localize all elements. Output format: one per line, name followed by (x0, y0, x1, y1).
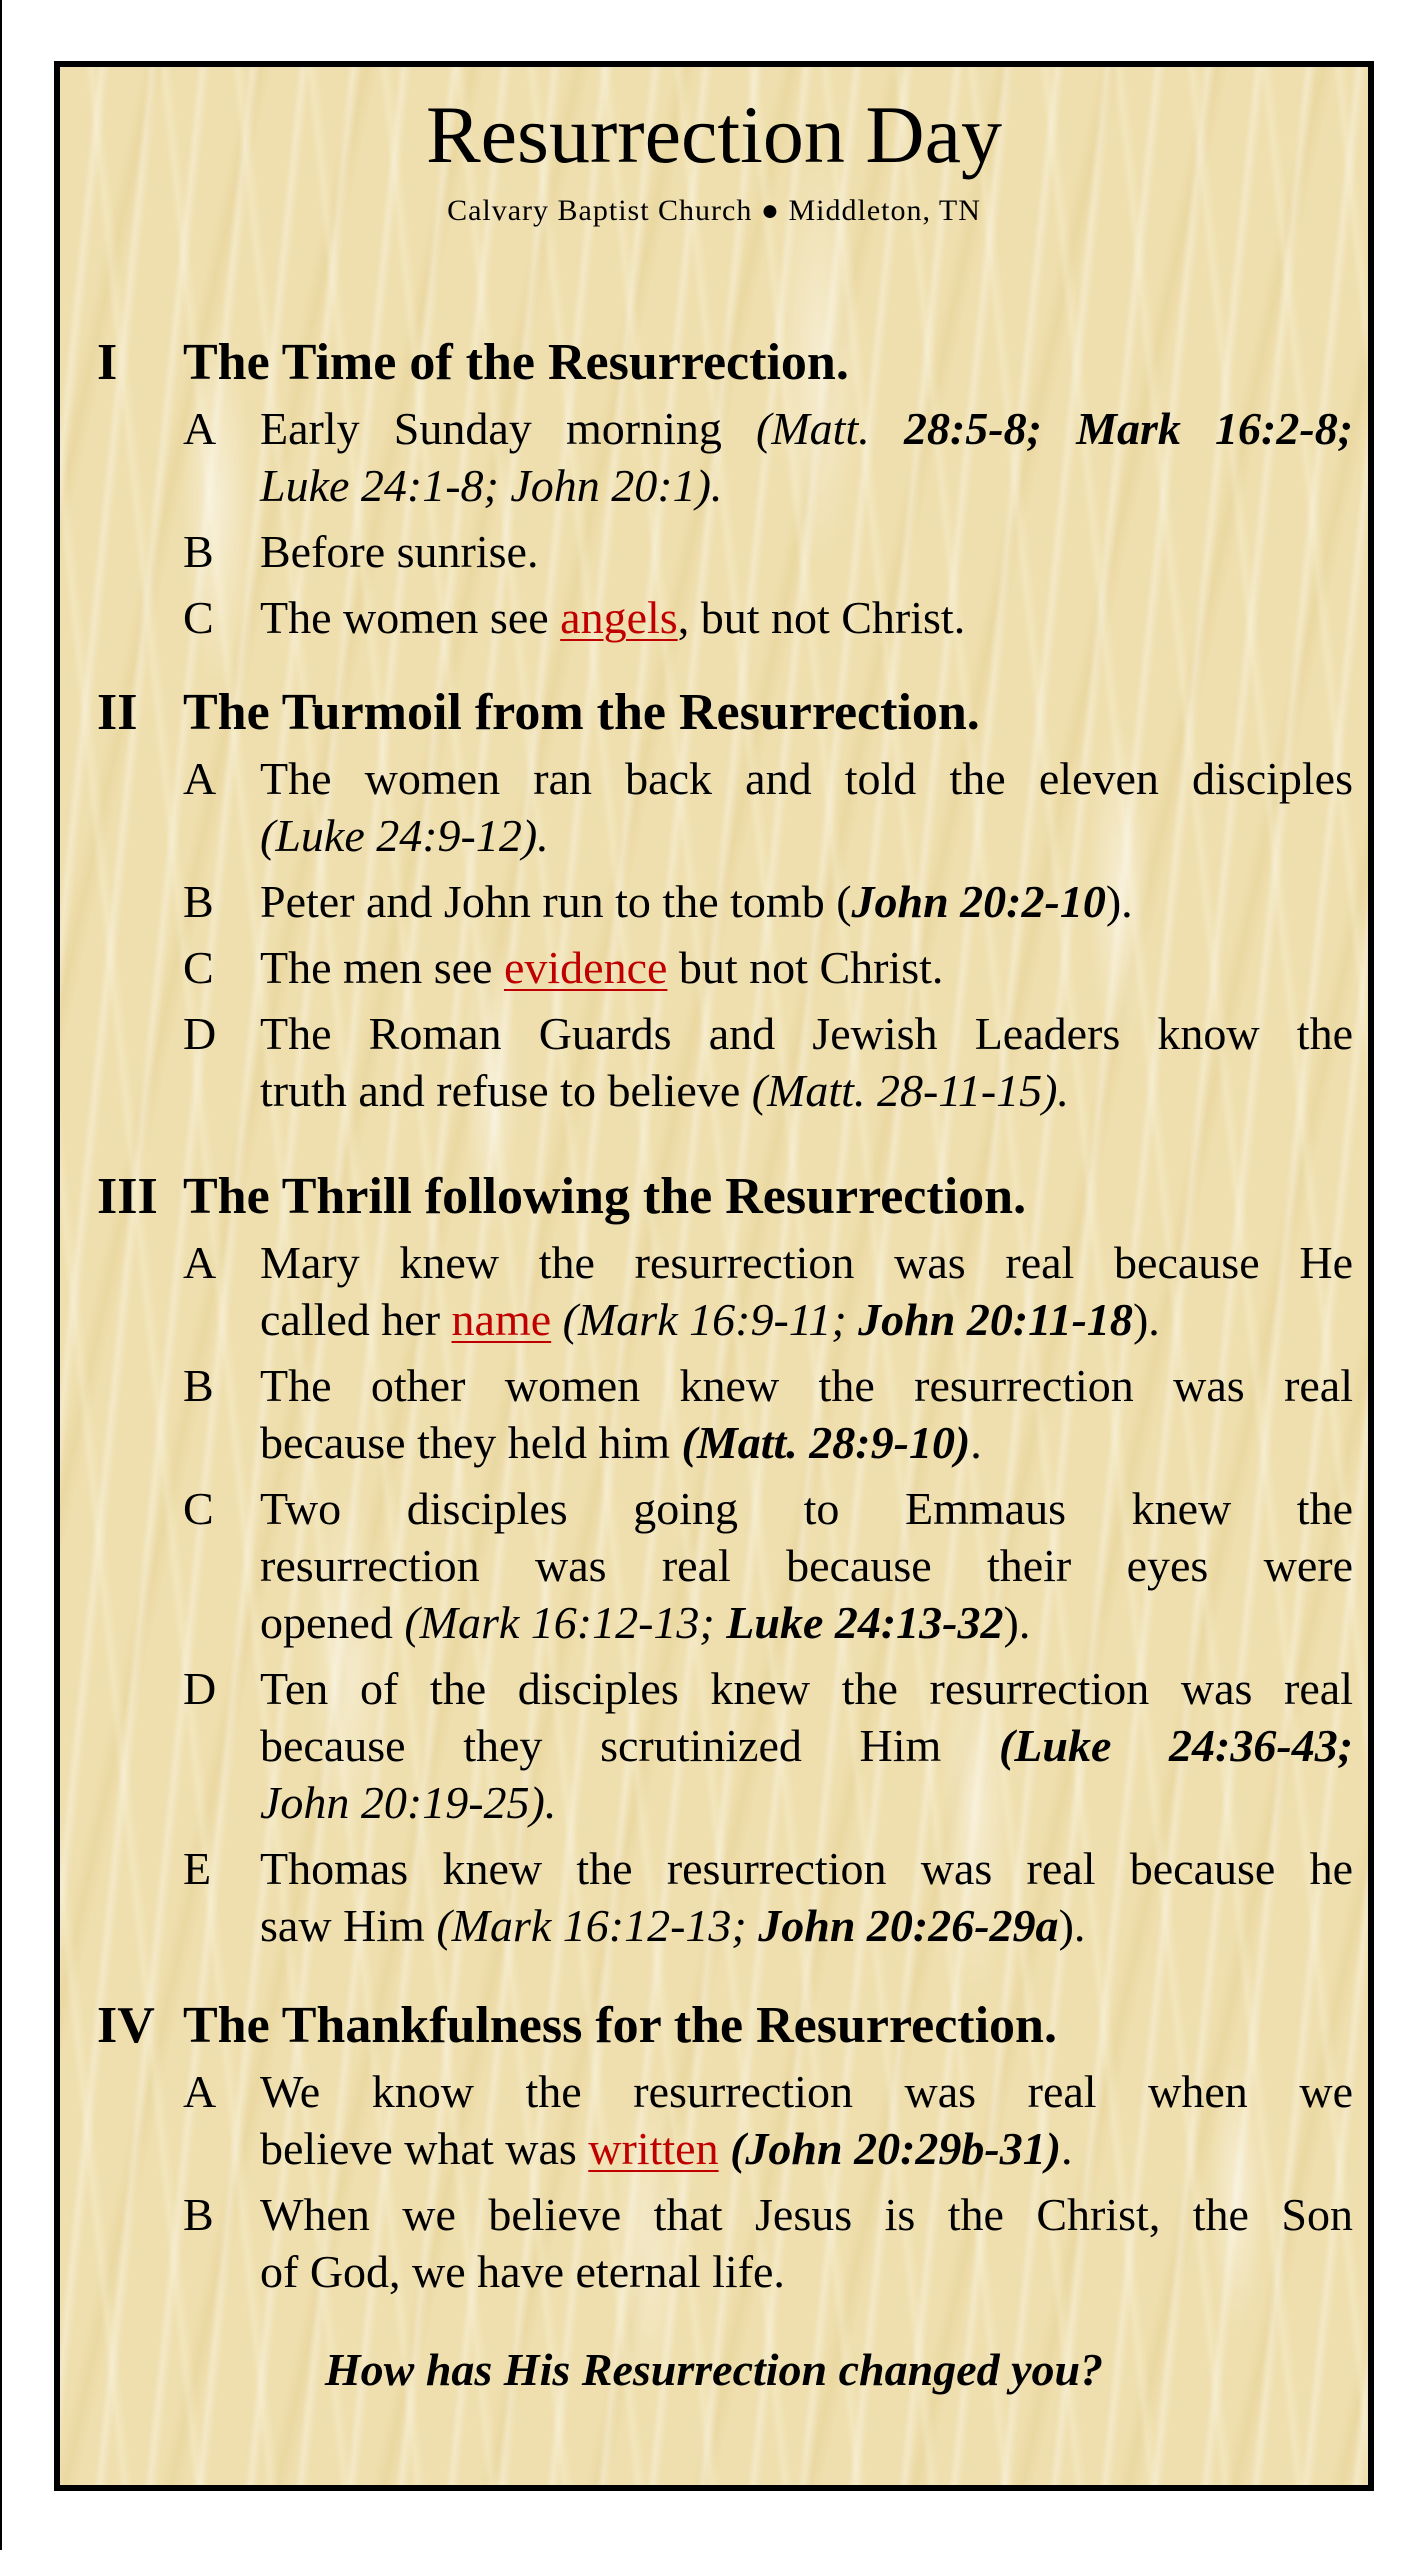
text-line (260, 1594, 1353, 1651)
text-segment: The women ran back and told the eleven disciples (260, 753, 1353, 804)
text-segment: resurrection was real because their eyes were (260, 1540, 1353, 1591)
point-text (260, 1357, 1353, 1471)
text-segment: ). (1132, 1294, 1160, 1345)
text-line (260, 589, 1353, 646)
text-line (260, 1897, 1353, 1954)
text-segment: Peter and John run to the tomb ( (260, 876, 852, 927)
text-segment: We know the resurrection was real when we (260, 2066, 1353, 2117)
point-text (260, 2186, 1353, 2300)
outline-point (97, 523, 1353, 580)
text-segment: truth and refuse to believe (260, 1065, 752, 1116)
outline-point (97, 750, 1353, 864)
text-segment: but not Christ. (667, 942, 944, 993)
section-heading-text: The Time of the Resurrection. (183, 334, 849, 391)
text-segment: Two disciples going to Emmaus knew the (260, 1483, 1353, 1534)
closing-question: How has His Resurrection changed you? (324, 2344, 1104, 2395)
scripture-reference: Luke 24:1-8; John 20:1). (260, 460, 723, 511)
outline-section (97, 1160, 1353, 1954)
text-line (260, 2186, 1353, 2243)
section-heading (97, 676, 1353, 750)
text-line (260, 400, 1353, 457)
text-segment: . (1061, 2123, 1073, 2174)
text-segment: Ten of the disciples knew the resurrection was real (260, 1663, 1353, 1714)
text-segment: Mary knew the resurrection was real because He (260, 1237, 1353, 1288)
outline-point (97, 1005, 1353, 1119)
text-segment: Before sunrise. (260, 526, 539, 577)
text-segment: The women see (260, 592, 561, 643)
outline-point (97, 1660, 1353, 1831)
scripture-reference: Luke 24:13-32 (726, 1597, 1004, 1648)
text-segment: saw Him (260, 1900, 437, 1951)
text-line (260, 1234, 1353, 1291)
text-segment: because they held him (260, 1417, 682, 1468)
point-letter: E (183, 1843, 212, 1894)
text-segment (551, 1294, 563, 1345)
section-heading (97, 1160, 1353, 1234)
section-numeral: I (97, 334, 118, 391)
point-letter: C (183, 942, 214, 993)
section-heading (97, 326, 1353, 400)
point-text (260, 2063, 1353, 2177)
point-letter: B (183, 526, 214, 577)
scripture-reference: (Mark 16:9-11; (562, 1294, 859, 1345)
keyword-link[interactable]: written (588, 2123, 719, 2174)
point-letter: A (183, 2066, 217, 2117)
page-edge-line (0, 0, 2, 2550)
outline-point (97, 1357, 1353, 1471)
text-segment: . (970, 1417, 982, 1468)
outline-section (97, 676, 1353, 1119)
outline-point (97, 2063, 1353, 2177)
text-line (260, 1414, 1353, 1471)
text-segment: because they scrutinized Him (260, 1720, 999, 1771)
point-letter: A (183, 1237, 217, 1288)
text-line (260, 1062, 1353, 1119)
text-line (260, 457, 1353, 514)
scripture-reference: (Luke 24:36-43; (998, 1720, 1354, 1771)
outline-point (97, 589, 1353, 646)
text-segment: The other women knew the resurrection was real (260, 1360, 1353, 1411)
text-segment: Thomas knew the resurrection was real because he (260, 1843, 1353, 1894)
text-segment (719, 2123, 731, 2174)
text-segment: of God, we have eternal life. (260, 2246, 785, 2297)
point-letter: A (183, 753, 217, 804)
section-heading-text: The Thrill following the Resurrection. (183, 1168, 1027, 1225)
outline-point (97, 1480, 1353, 1651)
point-letter: D (183, 1663, 217, 1714)
text-line (260, 523, 1353, 580)
scripture-reference: 28:5-8; Mark 16:2-8; (903, 403, 1354, 454)
outline-point (97, 2186, 1353, 2300)
point-text (260, 750, 1353, 864)
section-heading-text: The Thankfulness for the Resurrection. (183, 1997, 1057, 2054)
point-letter: A (183, 403, 217, 454)
scripture-reference: (Luke 24:9-12). (260, 810, 549, 861)
text-segment: The men see (260, 942, 504, 993)
point-text (260, 1660, 1353, 1831)
point-text (260, 1840, 1353, 1954)
keyword-link[interactable]: name (451, 1294, 552, 1345)
section-numeral: IV (97, 1997, 155, 2054)
text-line (260, 1357, 1353, 1414)
text-line (260, 1480, 1353, 1537)
section-heading-text: The Turmoil from the Resurrection. (183, 684, 980, 741)
text-line (260, 1717, 1353, 1774)
text-line (260, 2063, 1353, 2120)
keyword-link[interactable]: evidence (503, 942, 668, 993)
text-line (260, 807, 1353, 864)
keyword-link[interactable]: angels (560, 592, 678, 643)
text-segment: called her (260, 1294, 452, 1345)
text-segment: When we believe that Jesus is the Christ, the Son (260, 2189, 1353, 2240)
text-line (260, 1537, 1353, 1594)
outline-section (97, 326, 1353, 646)
outline-section (97, 1989, 1353, 2300)
point-letter: B (183, 876, 214, 927)
outline-point (97, 873, 1353, 930)
text-line (260, 2243, 1353, 2300)
text-line (260, 1660, 1353, 1717)
point-letter: D (183, 1008, 217, 1059)
text-segment: believe what was (260, 2123, 589, 2174)
point-text (260, 1234, 1353, 1348)
text-segment: ). (1058, 1900, 1086, 1951)
scripture-reference: (Matt. (756, 403, 904, 454)
point-text (260, 400, 1353, 514)
page-title: Resurrection Day (425, 89, 1003, 180)
scripture-reference: (Mark 16:12-13; (436, 1900, 759, 1951)
section-heading (97, 1989, 1353, 2063)
text-segment: The Roman Guards and Jewish Leaders know the (260, 1008, 1353, 1059)
text-line (260, 1005, 1353, 1062)
text-segment: ). (1105, 876, 1133, 927)
point-text (260, 873, 1353, 930)
text-segment: , but not Christ. (677, 592, 966, 643)
point-text (260, 589, 1353, 646)
point-letter: B (183, 2189, 214, 2240)
point-text (260, 939, 1353, 996)
outline-point (97, 1234, 1353, 1348)
text-line (260, 939, 1353, 996)
scripture-reference: (Mark 16:12-13; (404, 1597, 727, 1648)
point-text (260, 1005, 1353, 1119)
point-text (260, 523, 1353, 580)
text-line (260, 1291, 1353, 1348)
point-letter: C (183, 1483, 214, 1534)
text-line (260, 873, 1353, 930)
church-subtitle: Calvary Baptist Church ● Middleton, TN (447, 194, 981, 227)
outline-point (97, 939, 1353, 996)
text-line (260, 750, 1353, 807)
scripture-reference: John 20:2-10 (851, 876, 1106, 927)
text-line (260, 1774, 1353, 1831)
text-segment: opened (260, 1597, 405, 1648)
scripture-reference: John 20:19-25). (260, 1777, 557, 1828)
section-numeral: II (97, 684, 138, 741)
scripture-reference: (Matt. 28:9-10) (681, 1417, 971, 1468)
scripture-reference: (Matt. 28-11-15). (751, 1065, 1070, 1116)
scripture-reference: (John 20:29b-31) (730, 2123, 1062, 2174)
point-text (260, 1480, 1353, 1651)
section-numeral: III (97, 1168, 158, 1225)
text-segment: ). (1003, 1597, 1031, 1648)
point-letter: B (183, 1360, 214, 1411)
text-segment: Early Sunday morning (260, 403, 757, 454)
outline-point (97, 400, 1353, 514)
scripture-reference: John 20:26-29a (758, 1900, 1059, 1951)
scripture-reference: John 20:11-18 (858, 1294, 1133, 1345)
outline-point (97, 1840, 1353, 1954)
point-letter: C (183, 592, 214, 643)
text-line (260, 2120, 1353, 2177)
text-line (260, 1840, 1353, 1897)
